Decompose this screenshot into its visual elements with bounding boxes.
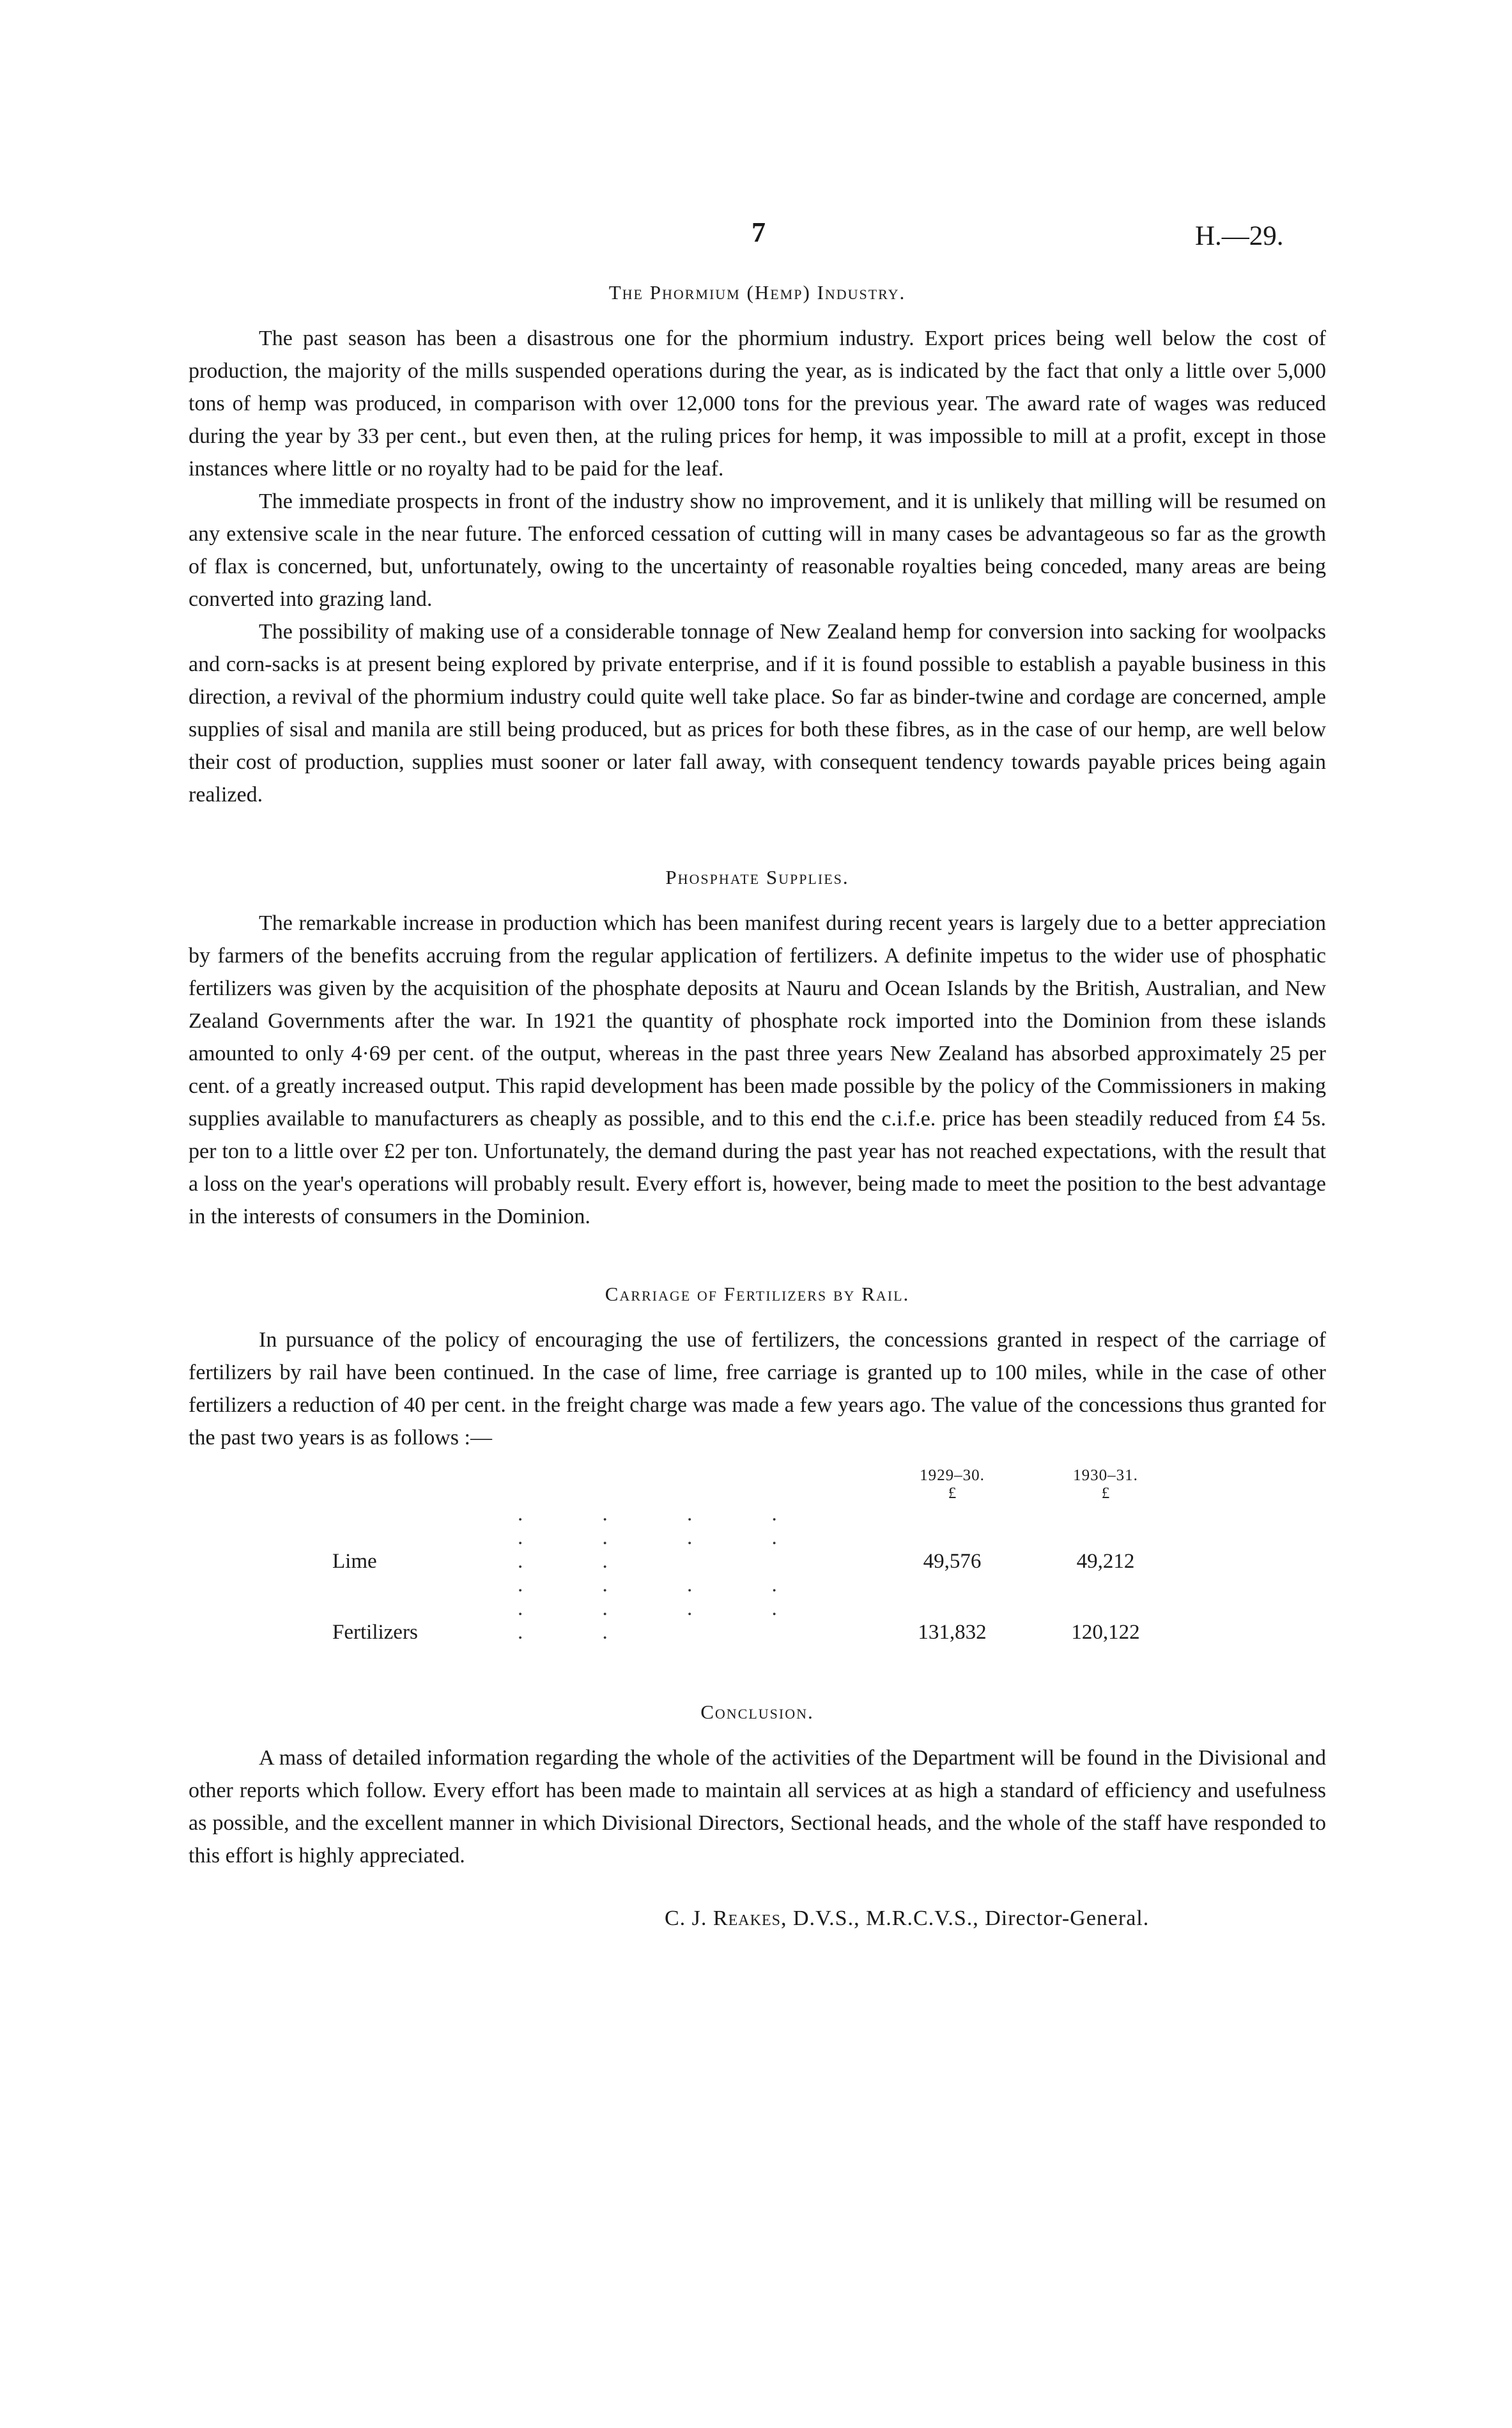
section-heading-phosphate: Phosphate Supplies.	[665, 866, 849, 888]
table-cell: 49,576	[923, 1550, 982, 1573]
column-header: 1930–31.	[1073, 1467, 1138, 1484]
report-code: H.—29.	[1195, 221, 1284, 251]
column-header: 1929–30.	[920, 1467, 985, 1484]
table-cell: 131,832	[918, 1621, 987, 1644]
signature-initials: C. J.	[665, 1906, 707, 1930]
document-body	[189, 281, 1326, 1931]
paragraph: The immediate prospects in front of the industry show no improvement, and it is unlikely that milling will be resumed on any extensive scale in the near future. The enforced cessation of cutting will in many cases be advantageous so far as the growth of flax is concerned, but, unfortunately, owing to the uncertainty of reasonable royalties being conceded, many areas are being converted into grazing land.	[189, 490, 1326, 611]
table-header-row	[332, 1465, 1182, 1485]
paragraph: The possibility of making use of a considerable tonnage of New Zealand hemp for conversion into sacking for woolpacks and corn-sacks is at present being explored by private enterprise, and if it is found possible to establish a payable business in this direction, a revival of the phormium industry could quite well take place. So far as binder-twine and cordage are concerned, ample supplies of sisal and manila are still being produced, but as prices for both these fibres, as in the case of our hemp, are well below their cost of production, supplies must sooner or later fall away, with consequent tendency towards payable prices being again realized.	[189, 620, 1326, 807]
signature-line	[665, 1906, 1326, 1931]
unit-label: £	[1101, 1485, 1110, 1502]
paragraph: In pursuance of the policy of encouraging the use of fertilizers, the concessions granted in respect of the carriage of fertilizers by rail have been continued. In the case of lime, free carriage is granted up to 100 miles, while in the case of other fertilizers a reduction of 40 per cent. in the freight charge was made a few years ago. The value of the concessions thus granted for the past two years is as follows :—	[189, 1328, 1326, 1450]
paragraph: A mass of detailed information regarding the whole of the activities of the Department will be found in the Divisional and other reports which follow. Every effort has been made to maintain all services at as high a standard of efficiency and usefulness as possible, and the excellent manner in which Divisional Directors, Sectional heads, and the whole of the staff have responded to this effort is highly appreciated.	[189, 1746, 1326, 1867]
section-heading-conclusion: Conclusion.	[700, 1701, 814, 1723]
signature-qualifications: , D.V.S., M.R.C.V.S., Director-General.	[780, 1906, 1150, 1930]
table-row	[332, 1503, 1182, 1574]
leader-dots: . . . . . . . . . .	[518, 1503, 814, 1573]
table-cell: 120,122	[1071, 1621, 1140, 1644]
section-heading-carriage: Carriage of Fertilizers by Rail.	[605, 1283, 910, 1305]
table-row	[332, 1574, 1182, 1644]
paragraph: The past season has been a disastrous one for the phormium industry. Export prices being well below the cost of production, the majority of the mills suspended operations during the year, as is indicated by the fact that only a little over 5,000 tons of hemp was produced, in comparison with over 12,000 tons for the previous year. The award rate of wages was reduced during the year by 33 per cent., but even then, at the ruling prices for hemp, it was impossible to mill at a profit, except in those instances where little or no royalty had to be paid for the leaf.	[189, 327, 1326, 481]
paragraph: The remarkable increase in production which has been manifest during recent years is largely due to a better appreciation by farmers of the benefits accruing from the regular application of fertilizers. A definite impetus to the wider use of phosphatic fertilizers was given by the acquisition of the phosphate deposits at Nauru and Ocean Islands by the British, Australian, and New Zealand Governments after the war. In 1921 the quantity of phosphate rock imported into the Dominion from these islands amounted to only 4·69 per cent. of the output, whereas in the past three years New Zealand has absorbed approximately 25 per cent. of a greatly increased output. This rapid development has been made possible by the policy of the Commissioners in making supplies available to manufacturers as cheaply as possible, and to this end the c.i.f.e. price has been steadily reduced from £4 5s. per ton to a little over £2 per ton. Unfortunately, the demand during the past year has not reached expectations, with the result that a loss on the year's operations will probably result. Every effort is, however, being made to meet the position to the best advantage in the interests of consumers in the Dominion.	[189, 911, 1326, 1228]
leader-dots: . . . . . . . . . .	[518, 1574, 814, 1644]
row-label: Fertilizers	[332, 1621, 418, 1644]
page-number: 7	[752, 217, 766, 248]
unit-label: £	[948, 1485, 957, 1502]
rail-concessions-table	[332, 1465, 1182, 1644]
signature-surname: Reakes	[713, 1906, 781, 1930]
table-cell: 49,212	[1076, 1550, 1135, 1573]
table-unit-row	[332, 1485, 1182, 1503]
section-heading-phormium: The Phormium (Hemp) Industry.	[608, 281, 906, 304]
row-label: Lime	[332, 1550, 377, 1573]
